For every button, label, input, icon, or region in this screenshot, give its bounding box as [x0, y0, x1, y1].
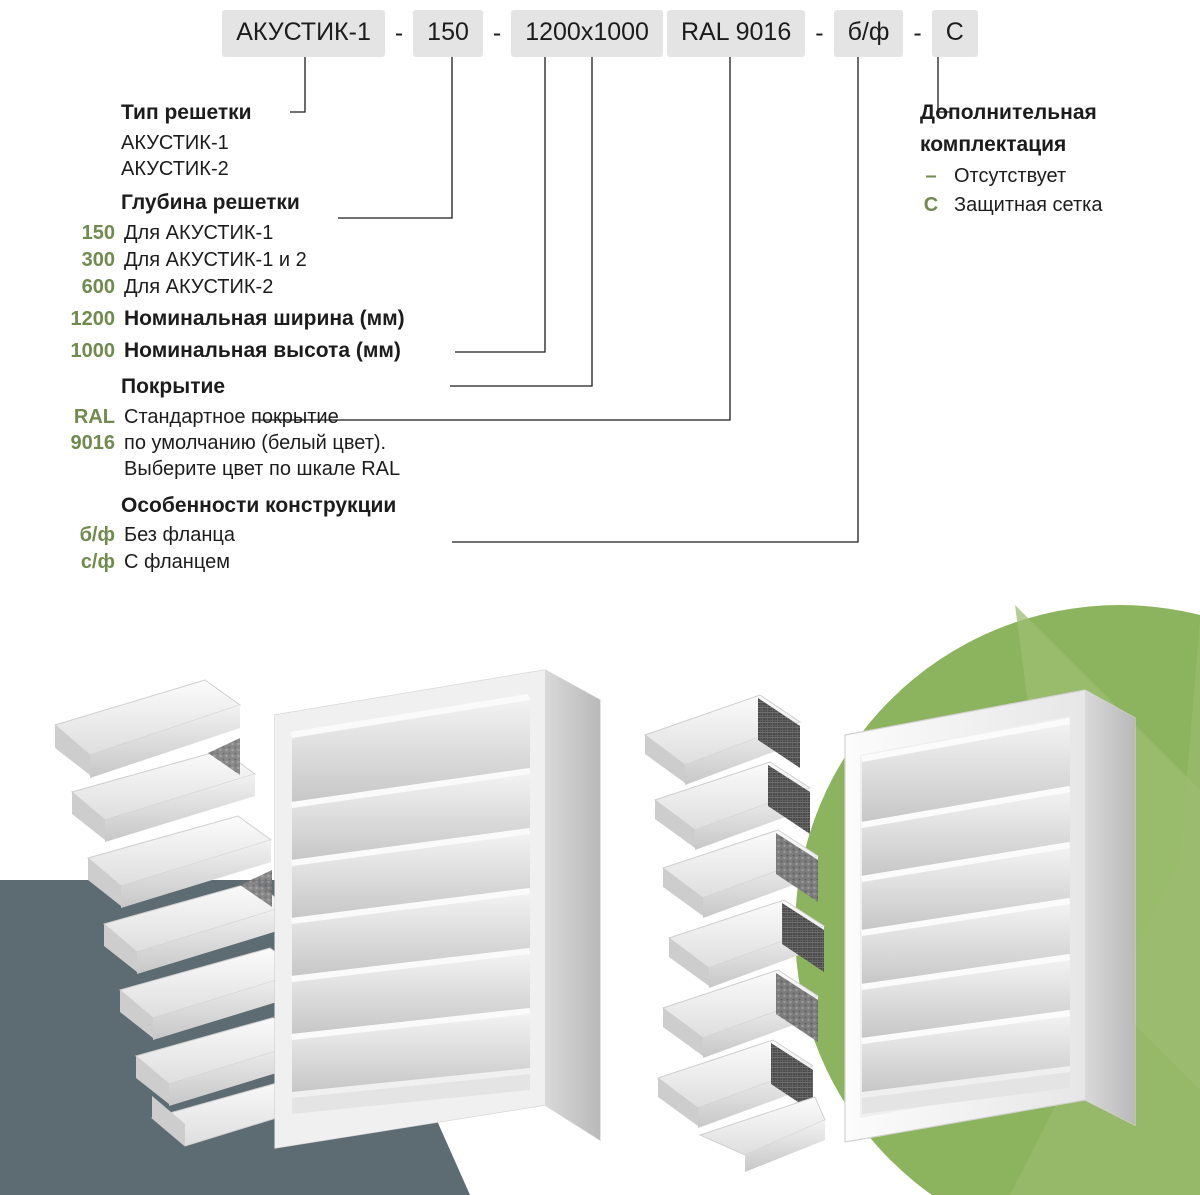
legend-extra-key: С	[923, 194, 939, 217]
legend-depth-value: Для АКУСТИК-2	[124, 276, 274, 298]
legend-coating-title: Покрытие	[121, 375, 226, 398]
code-chip-type: АКУСТИК-1	[222, 10, 385, 57]
legend-coating-key-line1: RAL	[73, 405, 115, 428]
code-chip-extra: С	[932, 10, 978, 57]
code-chip-construction: б/ф	[834, 10, 904, 57]
legend-type-option-2: АКУСТИК-2	[121, 158, 229, 180]
legend-construction-value: С фланцем	[124, 551, 230, 574]
code-dash-3: -	[815, 19, 824, 47]
legend-extra-value: Защитная сетка	[954, 194, 1103, 217]
legend-height-title: Номинальная высота (мм)	[124, 339, 401, 362]
legend-depth-key: 600	[81, 276, 115, 298]
legend-construction	[55, 493, 615, 576]
legend-depth	[55, 190, 615, 300]
legend-extra-key: –	[925, 165, 937, 188]
legend-depth-value: Для АКУСТИК-1	[124, 222, 274, 244]
legend-depth-key: 150	[81, 222, 115, 244]
legend-construction-key: с/ф	[80, 551, 115, 574]
legend-depth-row	[55, 274, 615, 300]
legend-coating-key-line2: 9016	[70, 432, 115, 454]
legend-left	[55, 100, 615, 577]
legend-construction-row	[55, 522, 615, 548]
product-code-line	[0, 10, 1200, 57]
legend-depth-row	[55, 220, 615, 246]
legend-coating-value-line1: Стандартное покрытие	[124, 405, 339, 428]
legend-height-key: 1000	[70, 340, 115, 362]
code-dash-4: -	[913, 19, 922, 47]
product-illustration	[0, 650, 1200, 1195]
legend-width	[55, 306, 615, 332]
legend-right	[920, 100, 1200, 221]
legend-depth-title: Глубина решетки	[121, 191, 300, 215]
legend-type	[55, 100, 615, 182]
legend-construction-row	[55, 549, 615, 575]
legend-coating	[55, 374, 615, 483]
legend-depth-row	[55, 247, 615, 273]
acoustic-blades-with-insulation	[645, 695, 825, 1172]
legend-width-title: Номинальная ширина (мм)	[124, 307, 405, 330]
legend-width-key: 1200	[70, 308, 115, 330]
legend-coating-value-line3: Выберите цвет по шкале RAL	[124, 458, 401, 481]
code-dash-2: -	[492, 19, 502, 47]
acoustic-grille-front	[275, 670, 600, 1148]
code-chip-dimensions: 1200x1000	[511, 10, 663, 57]
legend-depth-key: 300	[81, 249, 115, 271]
legend-type-title: Тип решетки	[121, 101, 252, 124]
code-chip-coating: RAL 9016	[667, 10, 805, 57]
legend-type-option-1: АКУСТИК-1	[121, 131, 229, 154]
legend-construction-title: Особенности конструкции	[121, 493, 397, 517]
code-chip-depth: 150	[413, 10, 483, 57]
acoustic-grille-with-mesh	[845, 650, 1135, 1142]
legend-depth-value: Для АКУСТИК-1 и 2	[124, 249, 307, 271]
legend-extra-row	[920, 163, 1200, 189]
code-dash-1: -	[394, 19, 404, 47]
legend-construction-value: Без фланца	[124, 524, 235, 547]
legend-extra-title-line1: Дополнительная	[920, 101, 1097, 124]
legend-extra-value: Отсутствует	[954, 165, 1067, 188]
legend-construction-key: б/ф	[79, 524, 115, 547]
legend-coating-value-line2: по умолчанию (белый цвет).	[124, 432, 387, 454]
legend-height	[55, 338, 615, 364]
legend-extra-row	[920, 192, 1200, 218]
legend-extra-title-line2: комплектация	[920, 132, 1067, 156]
